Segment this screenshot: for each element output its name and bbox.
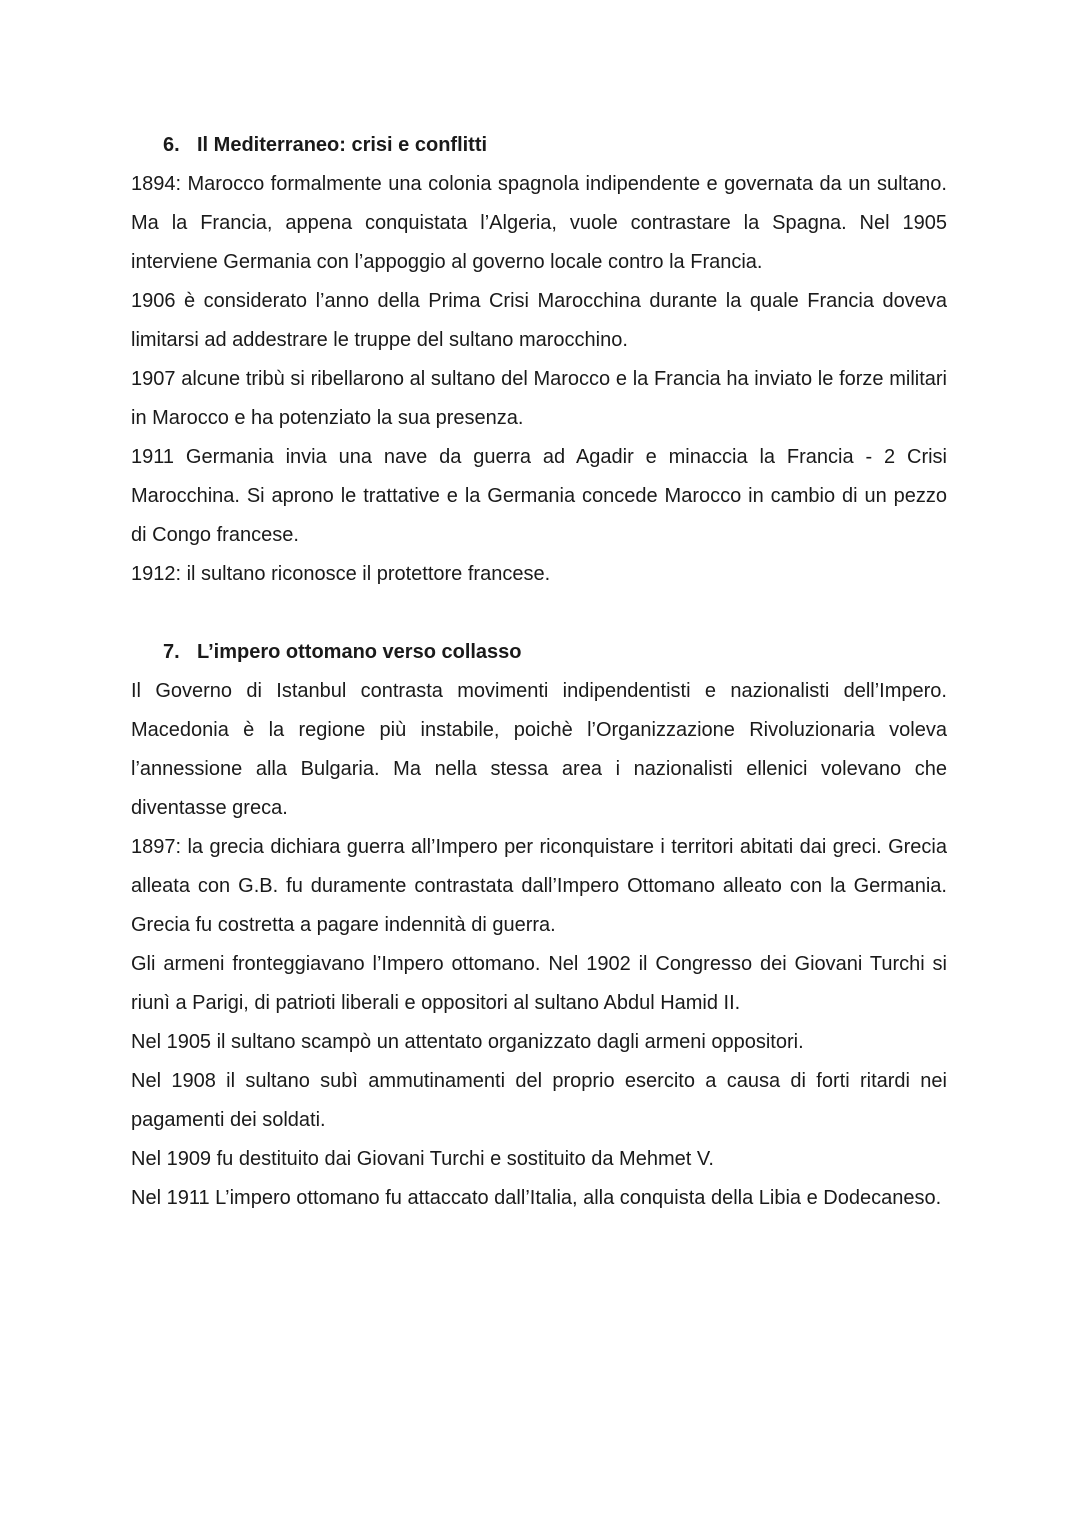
paragraph: Nel 1905 il sultano scampò un attentato organizzato dagli armeni oppositori.: [131, 1031, 804, 1053]
paragraph: Nel 1911 L’impero ottomano fu attaccato dall’Italia, alla conquista della Libia e Dodecaneso.: [131, 1187, 942, 1209]
paragraph: Il Governo di Istanbul contrasta movimenti indipendentisti e nazionalisti dell’Impero. Macedonia è la regione più instabile, poichè l’Organizzazione Rivoluzionaria voleva l’annessione alla Bulgaria. Ma nella stessa area i nazionalisti ellenici volevano che diventasse greca.: [131, 680, 947, 819]
paragraph: 1911 Germania invia una nave da guerra ad Agadir e minaccia la Francia - 2 Crisi Marocchina. Si aprono le trattative e la Germania concede Marocco in cambio di un pezzo di Congo francese.: [131, 446, 947, 546]
section-heading: [131, 633, 947, 672]
paragraph: 1894: Marocco formalmente una colonia spagnola indipendente e governata da un sultano. Ma la Francia, appena conquistata l’Algeria, vuole contrastare la Spagna. Nel 1905 interviene Germania con l’appoggio al governo locale contro la Francia.: [131, 173, 947, 273]
paragraph: 1907 alcune tribù si ribellarono al sultano del Marocco e la Francia ha inviato le forze militari in Marocco e ha potenziato la sua presenza.: [131, 368, 947, 429]
section-mediterraneo: [131, 126, 947, 594]
paragraph: 1912: il sultano riconosce il protettore francese.: [131, 563, 551, 585]
document-page: [131, 126, 947, 1218]
section-heading: [131, 126, 947, 165]
section-number: 6.: [163, 134, 180, 156]
paragraph: 1906 è considerato l’anno della Prima Crisi Marocchina durante la quale Francia doveva limitarsi ad addestrare le truppe del sultano marocchino.: [131, 290, 947, 351]
section-number: 7.: [163, 641, 180, 663]
paragraph: 1897: la grecia dichiara guerra all’Impero per riconquistare i territori abitati dai greci. Grecia alleata con G.B. fu duramente contrastata dall’Impero Ottomano alleato con la Germania. Grecia fu costretta a pagare indennità di guerra.: [131, 836, 947, 936]
section-impero-ottomano: [131, 633, 947, 1218]
section-title: Il Mediterraneo: crisi e conflitti: [197, 134, 488, 156]
section-title: L’impero ottomano verso collasso: [197, 641, 522, 663]
paragraph: Nel 1908 il sultano subì ammutinamenti del proprio esercito a causa di forti ritardi nei pagamenti dei soldati.: [131, 1070, 947, 1131]
paragraph: Nel 1909 fu destituito dai Giovani Turchi e sostituito da Mehmet V.: [131, 1148, 714, 1170]
paragraph: Gli armeni fronteggiavano l’Impero ottomano. Nel 1902 il Congresso dei Giovani Turchi si riunì a Parigi, di patrioti liberali e oppositori al sultano Abdul Hamid II.: [131, 953, 947, 1014]
